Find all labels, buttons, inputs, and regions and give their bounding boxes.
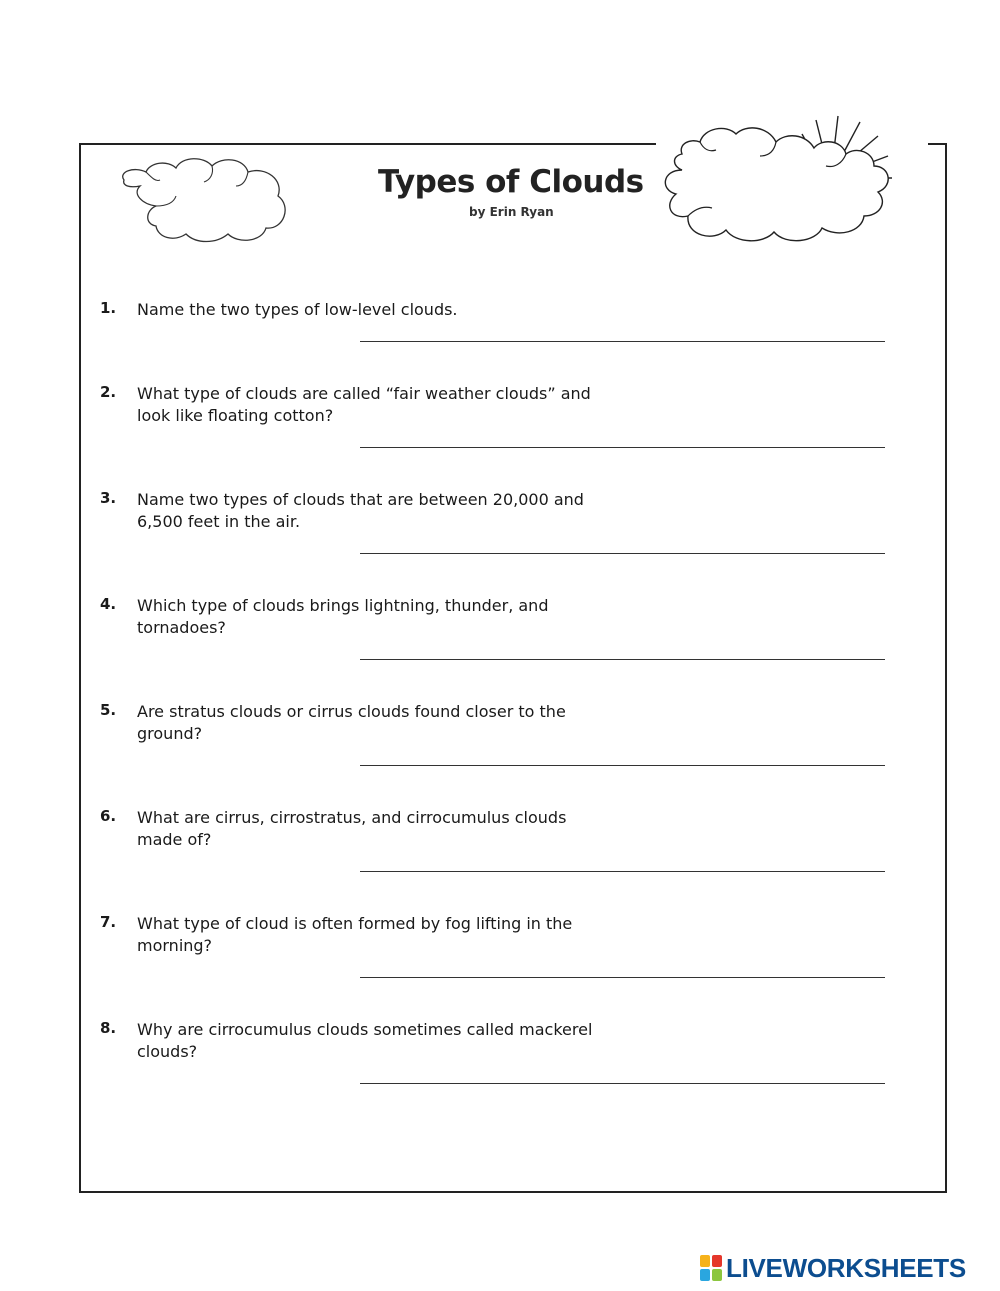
question-text: Why are cirrocumulus clouds sometimes called mackerel clouds?: [137, 1020, 593, 1061]
sun-cloud-icon: [656, 112, 946, 262]
question-text: What are cirrus, cirrostratus, and cirrocumulus clouds made of?: [137, 808, 567, 849]
answer-field[interactable]: [360, 445, 885, 448]
question-number: 1.: [100, 299, 117, 317]
question-number: 6.: [100, 807, 117, 825]
logo-text: LIVEWORKSHEETS: [726, 1252, 966, 1283]
question-text: Name the two types of low-level clouds.: [137, 300, 458, 319]
answer-field[interactable]: [360, 975, 885, 978]
question-number: 4.: [100, 595, 117, 613]
question-text: What type of cloud is often formed by fog lifting in the morning?: [137, 914, 573, 955]
question-text: Name two types of clouds that are between 20,000 and 6,500 feet in the air.: [137, 490, 584, 531]
cloud-icon: [116, 150, 296, 250]
question-number: 5.: [100, 701, 117, 719]
answer-field[interactable]: [360, 551, 885, 554]
question-number: 8.: [100, 1019, 117, 1037]
question-item: [100, 489, 900, 584]
question-item: [100, 1019, 900, 1114]
question-text: Are stratus clouds or cirrus clouds found closer to the ground?: [137, 702, 566, 743]
answer-field[interactable]: [360, 339, 885, 342]
question-item: [100, 913, 900, 1008]
page-title: Types of Clouds: [378, 164, 644, 200]
question-text: What type of clouds are called “fair weather clouds” and look like floating cotton?: [137, 384, 591, 425]
author-byline: by Erin Ryan: [469, 205, 554, 219]
question-item: [100, 299, 900, 394]
question-number: 7.: [100, 913, 117, 931]
question-item: [100, 383, 900, 478]
question-number: 2.: [100, 383, 117, 401]
liveworksheets-logo: [700, 1254, 966, 1282]
question-item: [100, 701, 900, 796]
question-item: [100, 595, 900, 690]
question-number: 3.: [100, 489, 117, 507]
answer-field[interactable]: [360, 657, 885, 660]
answer-field[interactable]: [360, 869, 885, 872]
question-item: [100, 807, 900, 902]
question-text: Which type of clouds brings lightning, thunder, and tornadoes?: [137, 596, 549, 637]
logo-blocks-icon: [700, 1255, 722, 1281]
answer-field[interactable]: [360, 763, 885, 766]
answer-field[interactable]: [360, 1081, 885, 1084]
